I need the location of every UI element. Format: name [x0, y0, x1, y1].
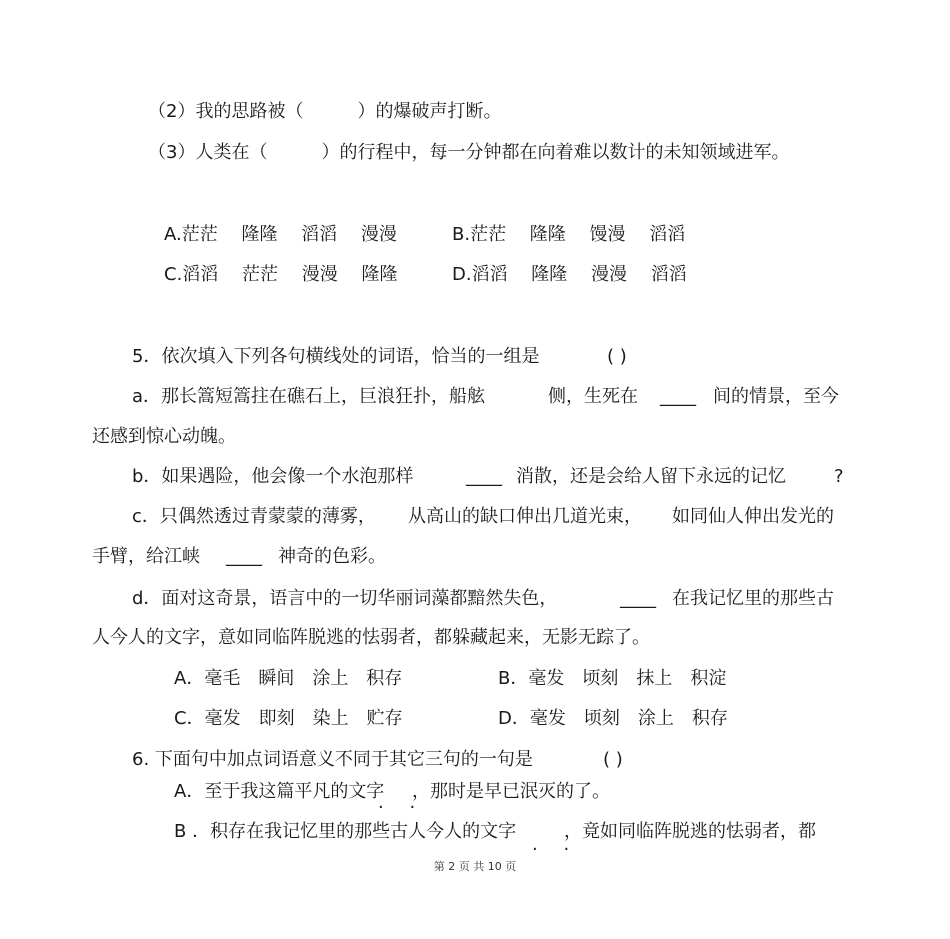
q5-b-part1: b．如果遇险，他会像一个水泡那样	[132, 466, 414, 487]
q6-option-b	[174, 820, 854, 844]
q5-a-part2: 侧，生死在	[548, 386, 638, 407]
q5-b-part2: 消散，还是会给人留下永远的记忆	[516, 466, 786, 487]
q4-line-3: （3）人类在（ ）的行程中，每一分钟都在向着难以数计的未知领域进军。	[148, 142, 790, 163]
q6-a-emphasis-dots: . .	[378, 792, 426, 813]
q5-c-part1: c．只偶然透过青蒙蒙的薄雾，	[132, 506, 376, 527]
q5-b-question-mark: ?	[834, 466, 844, 487]
q5-c-part3: 如同仙人伸出发光的	[672, 506, 834, 527]
q6-a-part1: A．至于我这篇平凡的文字	[174, 781, 385, 802]
q6-b-part2: ，竟如同临阵脱逃的怯弱者，都	[564, 821, 816, 842]
q4-line-2: （2）我的思路被（ ）的爆破声打断。	[148, 101, 502, 122]
q5-a-part1: a．那长篙短篙拄在礁石上，巨浪狂扑，船舷	[132, 386, 486, 407]
q5-c-part2: 从高山的缺口伸出几道光束，	[408, 506, 642, 527]
page-footer: 第 2 页 共 10 页	[433, 860, 517, 873]
q4-option-a: A.茫茫 隆隆 滔滔 漫漫	[164, 224, 397, 245]
q5-c-cont-part1: 手臂，给江峡	[92, 546, 200, 567]
q5-sentence-a-continued: 还感到惊心动魄。	[92, 426, 236, 447]
q5-c-cont-part2: 神奇的色彩。	[278, 546, 386, 567]
q5-d-blank: ____	[620, 588, 656, 609]
q5-b-blank: ____	[466, 466, 502, 487]
q6-stem: 6. 下面句中加点词语意义不同于其它三句的一句是	[132, 749, 533, 770]
q5-sentence-d-continued: 人今人的文字，意如同临阵脱逃的怯弱者，都躲藏起来，无影无踪了。	[92, 627, 650, 648]
q5-sentence-b	[132, 465, 852, 489]
q6-b-emphasis-dots: . .	[532, 834, 580, 855]
q5-sentence-c	[132, 505, 852, 529]
q5-option-c: C．毫发 即刻 染上 贮存	[174, 708, 403, 729]
q5-d-part1: d．面对这奇景，语言中的一切华丽词藻都黯然失色，	[132, 588, 558, 609]
q4-option-d: D.滔滔 隆隆 漫漫 滔滔	[452, 264, 687, 285]
q6-b-part1: B ．积存在我记忆里的那些古人今人的文字	[174, 821, 517, 842]
q6-a-part2: ，那时是早已泯灭的了。	[412, 781, 610, 802]
q5-d-part2: 在我记忆里的那些古	[672, 588, 834, 609]
q5-stem: 5．依次填入下列各句横线处的词语，恰当的一组是	[132, 346, 540, 367]
q4-option-b: B.茫茫 隆隆 馒漫 滔滔	[452, 224, 686, 245]
q5-option-b: B．毫发 顷刻 抹上 积淀	[498, 668, 727, 689]
q5-option-d: D．毫发 顷刻 涂上 积存	[498, 708, 728, 729]
q4-option-c: C.滔滔 茫茫 漫漫 隆隆	[164, 264, 398, 285]
q5-answer-paren: ( )	[607, 346, 627, 367]
q5-sentence-d	[132, 587, 852, 611]
q5-option-a: A．毫毛 瞬间 涂上 积存	[174, 668, 403, 689]
q6-answer-paren: ( )	[603, 749, 623, 770]
q5-a-blank: ____	[660, 386, 696, 407]
q5-a-part3: 间的情景，至今	[713, 386, 839, 407]
q5-sentence-a	[132, 385, 852, 409]
q5-c-blank: ____	[226, 546, 262, 567]
q5-sentence-c-continued	[92, 545, 492, 569]
